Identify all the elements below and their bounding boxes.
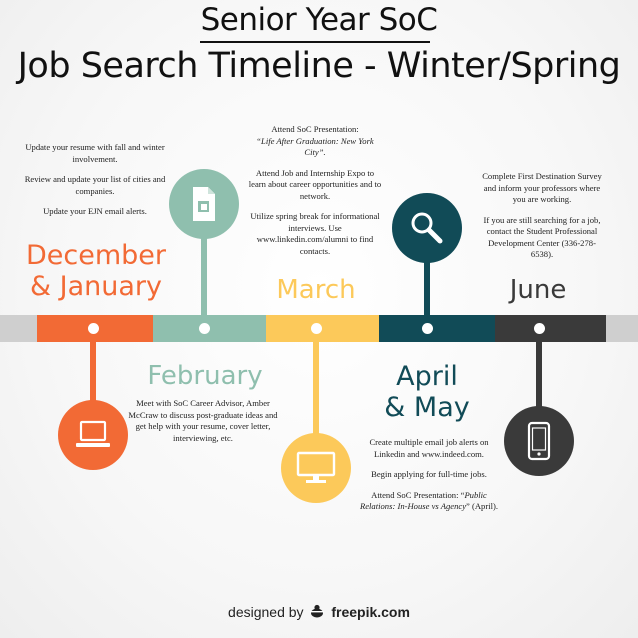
freepik-logo-icon — [309, 604, 325, 618]
title-underline — [200, 41, 430, 43]
stem-december-january — [90, 342, 96, 402]
stem-march — [313, 342, 319, 437]
month-label-march — [250, 276, 382, 306]
task-text: If you are still searching for a job, contact the Student Professional Development Center (336-278-6538). — [483, 214, 601, 259]
timeline-dot-december-january — [88, 323, 99, 334]
title-line-2: Job Search Timeline - Winter/Spring — [17, 46, 621, 86]
june-circle — [504, 406, 574, 476]
month-june: June — [509, 275, 567, 305]
task-text: Update your EJN email alerts. — [43, 206, 147, 216]
month-label-april-may — [350, 361, 504, 423]
december-january-circle — [58, 400, 128, 470]
timeline-right-cap — [606, 315, 638, 342]
presentation-title: Public Relations: In-House vs Agency — [359, 489, 487, 511]
task-text: Update your resume with fall and winter involvement. — [25, 142, 165, 164]
timeline-segment-april-may — [379, 315, 495, 342]
task-text: Create multiple email job alerts on Linkedin and www.indeed.com. — [369, 437, 489, 459]
task-text — [356, 490, 502, 513]
stem-february — [201, 230, 207, 316]
task-prefix: Attend SoC Presentation: “ — [371, 489, 465, 500]
presentation-title: “Life After Graduation: New York City”. — [256, 135, 374, 157]
document-icon — [187, 185, 221, 223]
monitor-icon — [295, 450, 337, 486]
timeline-dot-april-may — [422, 323, 433, 334]
stem-june — [536, 342, 542, 410]
footer-prefix: designed by — [228, 604, 304, 620]
task-text: Review and update your list of cities and companies. — [24, 174, 166, 196]
title-line-1: Senior Year SoC — [200, 2, 438, 38]
task-suffix: ” (April). — [466, 501, 499, 511]
task-text: Meet with SoC Career Advisor, Amber McCraw to discuss post-graduate ideas and get help with your resume, cover letter, interviewing, etc. — [128, 398, 278, 443]
month-label-february — [130, 362, 280, 392]
month-december: December — [25, 240, 166, 271]
tasks-december-january — [12, 142, 178, 227]
tasks-march — [248, 124, 382, 266]
task-text: Utilize spring break for informational interviews. Use www.linkedin.com/alumni to find contacts. — [250, 211, 380, 256]
tasks-february — [124, 398, 282, 453]
footer-credit — [0, 604, 638, 620]
month-label-december-january — [14, 240, 178, 302]
tasks-june — [480, 171, 604, 270]
april-may-circle — [392, 193, 462, 263]
month-february: February — [147, 361, 263, 391]
timeline-left-cap — [0, 315, 37, 342]
timeline-dot-february — [199, 323, 210, 334]
month-march: March — [276, 275, 356, 305]
task-text: Complete First Destination Survey and inform your professors where you are working. — [482, 171, 602, 204]
footer-brand: freepik.com — [331, 604, 410, 620]
month-may: & May — [384, 392, 470, 424]
timeline-segment-march — [266, 315, 379, 342]
task-prefix: Attend SoC Presentation: — [271, 124, 359, 134]
timeline-dot-june — [534, 323, 545, 334]
month-january: & January — [30, 271, 162, 303]
tasks-april-may — [356, 437, 502, 522]
timeline-segment-june — [495, 315, 606, 342]
month-april: April — [396, 361, 458, 392]
laptop-icon — [74, 418, 112, 452]
timeline-dot-march — [311, 323, 322, 334]
task-text: Begin applying for full-time jobs. — [371, 469, 487, 479]
smartphone-icon — [526, 421, 552, 461]
february-circle — [169, 169, 239, 239]
task-text: Attend Job and Internship Expo to learn about career opportunities and to network. — [248, 167, 382, 201]
task-text — [248, 124, 382, 159]
search-icon — [407, 208, 447, 248]
month-label-june — [478, 276, 598, 306]
march-circle — [281, 433, 351, 503]
